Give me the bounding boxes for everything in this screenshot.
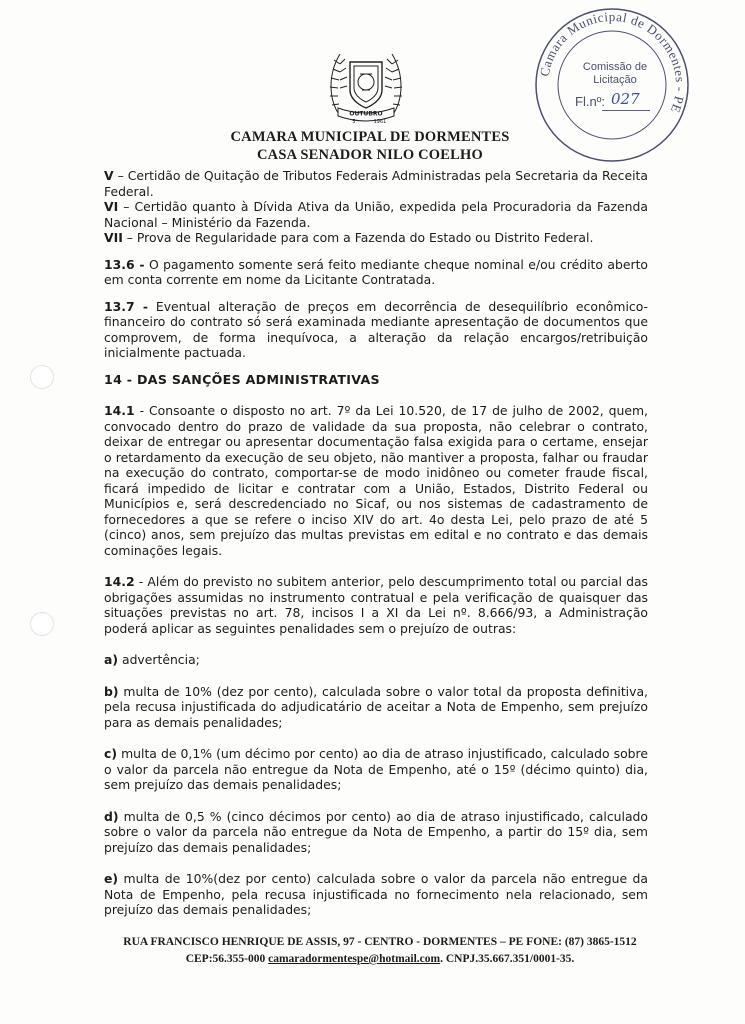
penalty-e <box>104 871 648 918</box>
penalty-label: a) <box>104 652 119 667</box>
penalty-text: multa de 0,1% (um décimo por cento) ao dia de atraso injustificado, calculado sobre o valor da parcela não entregue da Nota de Empenho, até o 15º (décimo quinto) dia, sem prejuízo das demais penalidades; <box>104 746 648 792</box>
penalty-a <box>104 652 648 668</box>
clause-label: 14.2 <box>104 574 135 589</box>
clause-label: 13.7 - <box>104 298 148 314</box>
item-v <box>104 168 648 199</box>
penalty-text: advertência; <box>118 652 200 667</box>
footer-address: RUA FRANCISCO HENRIQUE DE ASSIS, 97 - CENTRO - DORMENTES – PE FONE: (87) 3865-1512 <box>123 936 637 948</box>
municipal-crest-icon <box>310 44 422 124</box>
clause-13-6 <box>104 257 648 288</box>
clause-label: 14.1 <box>104 403 135 418</box>
footer-contact <box>60 951 700 968</box>
organization-subtitle: CASA SENADOR NILO COELHO <box>257 147 483 163</box>
penalty-label: b) <box>104 683 119 699</box>
stamp-label <box>570 61 660 87</box>
stamp-underline <box>602 110 650 111</box>
item-label: VI <box>104 199 119 214</box>
letterhead-footer <box>60 934 700 968</box>
document-body <box>104 168 648 918</box>
clause-14-1 <box>104 403 648 558</box>
item-vi <box>104 199 648 230</box>
item-text: – Prova de Regularidade para com a Fazenda do Estado ou Distrito Federal. <box>122 230 594 245</box>
item-text: – Certidão de Quitação de Tributos Federais Administradas pela Secretaria da Receita Federal. <box>104 168 648 199</box>
clause-13-7 <box>104 299 648 361</box>
clause-text: - Consoante o disposto no art. 7º da Lei 10.520, de 17 de julho de 2002, quem, convocado dentro do prazo de validade da sua proposta, não celebrar o contrato, deixar de entregar ou apresentar documentação falsa exigida para o certame, ensejar o retardamento da execução de seu objeto, não mantiver a proposta, falhar ou fraudar na execução do contrato, comportar-se de modo inidôneo ou cometer fraude fiscal, ficará impedido de licitar e contratar com a União, Estados, Distrito Federal ou Municípios e, será descredenciado no Sicaf, ou nos sistemas de cadastramento de fornecedores a que se refere o inciso XIV do art. 4o desta Lei, pelo prazo de até 5 (cinco) anos, sem prejuízo das multas previstas em edital e no contrato e das demais cominações legais. <box>104 403 648 558</box>
item-label: V <box>104 168 114 183</box>
penalty-text: multa de 10% (dez por cento), calculada sobre o valor total da proposta definitiva, pela recusa injustificada do adjudicatário de aceitar a Nota de Empenho, sem prejuízo para as demais penalidades; <box>104 683 648 730</box>
punch-hole-upper <box>30 365 54 389</box>
crest-banner-text: OUTUBRO <box>349 110 383 118</box>
organization-name: CAMARA MUNICIPAL DE DORMENTES <box>230 129 510 145</box>
item-label: VII <box>104 230 123 245</box>
penalty-text: multa de 10%(dez por cento) calculada sobre o valor da parcela não entregue da Nota de Empenho, pela recusa injustificada no fornecimento nela relacionado, sem prejuízo das demais penalidades; <box>104 871 648 917</box>
clause-text: - Além do previsto no subitem anterior, pelo descumprimento total ou parcial das obrigações assumidas no instrumento contratual e pela verificação de quaisquer das situações previstas no art. 78, incisos I a XI da Lei nº. 8.666/93, a Administração poderá aplicar as seguintes penalidades sem o prejuízo de outras: <box>104 574 648 636</box>
section-heading-14: 14 - DAS SANÇÕES ADMINISTRATIVAS <box>104 371 380 387</box>
penalty-d <box>104 809 648 856</box>
clause-14-2 <box>104 574 648 636</box>
penalty-b <box>104 684 648 731</box>
clause-text: Eventual alteração de preços em decorrência de desequilíbrio econômico-financeiro do contrato só será examinada mediante apresentação de documentos que comprovem, de forma inequívoca, a alteração da relação encargos/retribuição inicialmente pactuada. <box>104 298 648 360</box>
clause-label: 13.6 - <box>104 256 145 272</box>
penalty-text: multa de 0,5 % (cinco décimos por cento) ao dia de atraso injustificado, calculado sobre o valor da parcela não entregue da Nota de Empenho, a partir do 15º dia, sem prejuízo das demais penalidades; <box>104 808 648 855</box>
footer-cnpj: . CNPJ.35.667.351/0001-35. <box>440 953 575 965</box>
footer-cep: CEP:56.355-000 <box>185 953 266 965</box>
crest-day: 5 <box>352 119 356 124</box>
crest-year: 1961 <box>373 119 387 124</box>
footer-email: camaradormentespe@hotmail.com <box>268 953 441 965</box>
stamp-ring-text: Camara Municipal de Dormentes - PE <box>536 8 689 116</box>
penalty-label: c) <box>104 746 118 761</box>
stamp-fl-number: 027 <box>611 90 640 108</box>
stamp-line2: Licitação <box>593 74 637 86</box>
penalty-label: d) <box>104 808 119 824</box>
item-text: – Certidão quanto à Dívida Ativa da União, expedida pela Procuradoria da Fazenda Nacional – Ministério da Fazenda. <box>104 199 648 230</box>
clause-text: O pagamento somente será feito mediante cheque nominal e/ou crédito aberto em conta corrente em nome da Licitante Contratada. <box>104 256 649 287</box>
punch-hole-lower <box>30 612 54 636</box>
stamp-line1: Comissão de <box>582 61 648 73</box>
item-vii <box>104 230 648 246</box>
penalty-c <box>104 746 648 793</box>
penalty-label: e) <box>104 871 119 886</box>
stamp-fl-label: Fl.nº: <box>575 94 606 109</box>
